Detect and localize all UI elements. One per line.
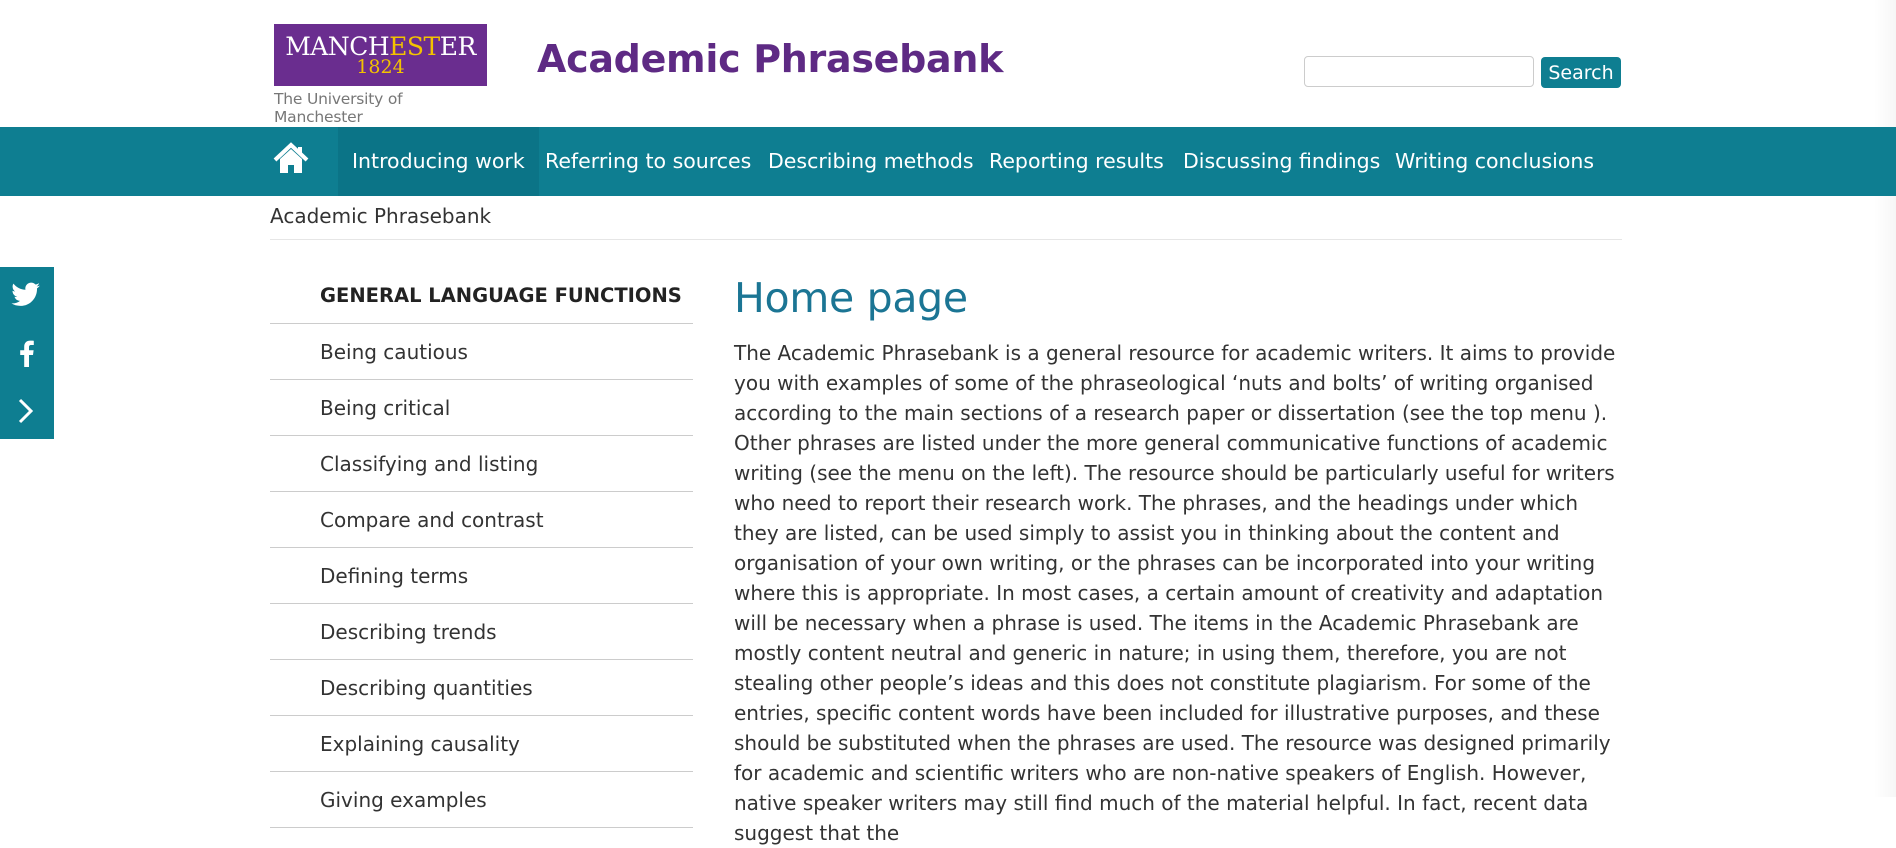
search-input[interactable] [1304, 56, 1534, 87]
nav-reporting-results[interactable]: Reporting results [989, 149, 1164, 173]
main-content [734, 272, 1622, 848]
social-share-bar [0, 267, 54, 439]
facebook-icon[interactable] [0, 325, 54, 381]
site-header [0, 0, 1896, 127]
sidebar-item-describing-quantities[interactable]: Describing quantities [270, 660, 693, 716]
sidebar-heading[interactable]: GENERAL LANGUAGE FUNCTIONS [270, 268, 693, 324]
sidebar-item-being-cautious[interactable]: Being cautious [270, 324, 693, 380]
breadcrumb[interactable]: Academic Phrasebank [270, 204, 492, 228]
logo-wordmark: MANCHESTER [285, 32, 476, 61]
sidebar-item-classifying-and-listing[interactable]: Classifying and listing [270, 436, 693, 492]
logo-year: 1824 [356, 56, 405, 78]
nav-discussing-findings[interactable]: Discussing findings [1183, 149, 1381, 173]
logo-box [274, 24, 487, 86]
chevron-right-icon[interactable] [0, 383, 54, 439]
page-title: Home page [734, 274, 968, 322]
nav-referring-to-sources[interactable]: Referring to sources [545, 149, 752, 173]
sidebar-item-defining-terms[interactable]: Defining terms [270, 548, 693, 604]
sidebar-item-explaining-causality[interactable]: Explaining causality [270, 716, 693, 772]
nav-writing-conclusions[interactable]: Writing conclusions [1395, 149, 1595, 173]
twitter-icon[interactable] [0, 267, 54, 323]
intro-paragraph: The Academic Phrasebank is a general resource for academic writers. It aims to provide you with examples of some of the phraseological ‘nuts and bolts’ of writing organised according to the main sections of a research paper or dissertation (see the top menu ). Other phrases are listed under the more general communicative functions of academic writing (see the menu on the left). The resource should be particularly useful for writers who need to report their research work. The phrases, and the headings under which they are listed, can be used simply to assist you in thinking about the content and organisation of your own writing, or the phrases can be incorporated into your writing where this is appropriate. In most cases, a certain amount of creativity and adaptation will be necessary when a phrase is used. The items in the Academic Phrasebank are mostly content neutral and generic in nature; in using them, therefore, you are not stealing other people’s ideas and this does not constitute plagiarism. For some of the entries, specific content words have been included for illustrative purposes, and these should be substituted when the phrases are used. The resource was designed primarily for academic and scientific writers who are non-native speakers of English. However, native speaker writers may still find much of the material helpful. In fact, recent data suggest that the [734, 341, 1616, 845]
sidebar-item-being-critical[interactable]: Being critical [270, 380, 693, 436]
nav-describing-methods[interactable]: Describing methods [768, 149, 974, 173]
sidebar-menu [270, 268, 693, 828]
logo-subtitle: The University of Manchester [274, 90, 403, 126]
site-title[interactable]: Academic Phrasebank [537, 37, 1004, 81]
sidebar-item-describing-trends[interactable]: Describing trends [270, 604, 693, 660]
breadcrumb-divider [270, 239, 1622, 240]
main-nav [0, 127, 1896, 196]
university-logo[interactable] [274, 24, 487, 126]
search-button[interactable]: Search [1541, 57, 1621, 88]
sidebar-item-compare-and-contrast[interactable]: Compare and contrast [270, 492, 693, 548]
sidebar-item-giving-examples[interactable]: Giving examples [270, 772, 693, 828]
home-icon[interactable] [271, 139, 311, 179]
nav-introducing-work[interactable]: Introducing work [338, 127, 539, 196]
